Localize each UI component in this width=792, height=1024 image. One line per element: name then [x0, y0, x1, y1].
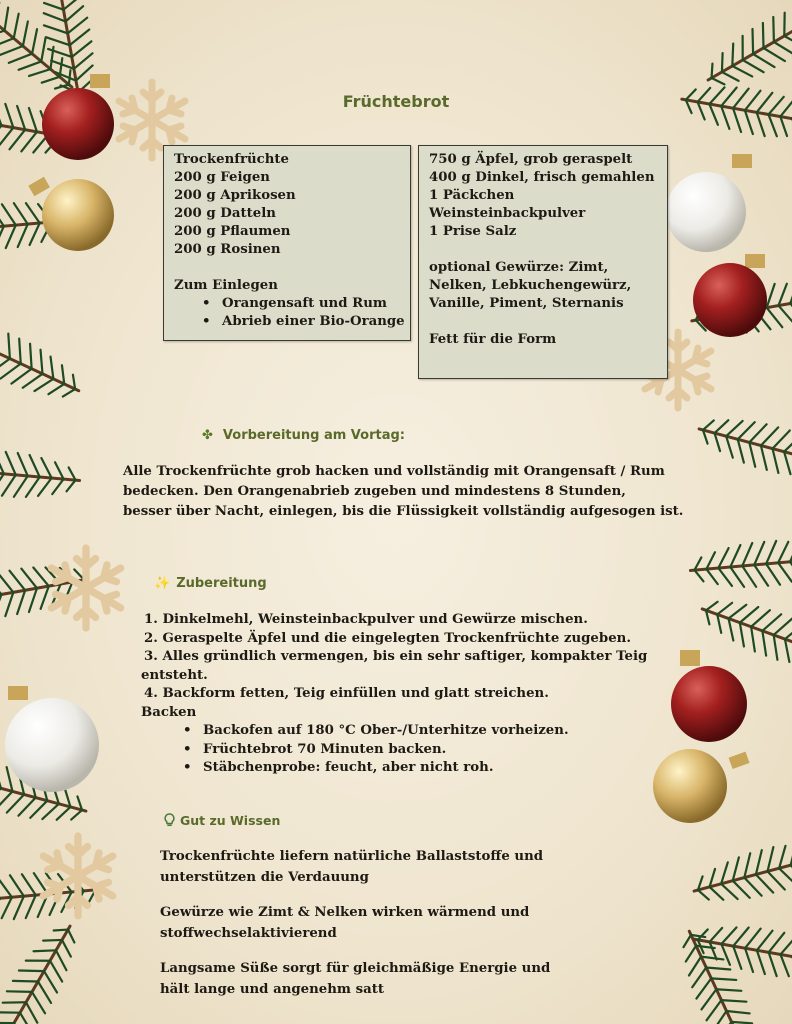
bauble-gold-icon: [653, 749, 750, 823]
tips-heading-text: Gut zu Wissen: [180, 813, 281, 828]
page-title: Früchtebrot: [342, 92, 450, 111]
sparkle-cross-icon: ✤: [202, 428, 213, 443]
ingredient-line: Trockenfrüchte: [174, 152, 289, 167]
method-heading-text: Zubereitung: [176, 576, 267, 591]
tip-item: [160, 846, 543, 888]
fat-line: Fett für die Form: [429, 332, 557, 347]
step-line: 3. Alles gründlich vermengen, bis ein sehr saftiger, kompakter Teig: [144, 649, 648, 664]
ingredients-box-base: [418, 145, 668, 379]
tip-line: Gewürze wie Zimt & Nelken wirken wärmend und: [160, 905, 530, 920]
bauble-red-icon: [671, 650, 747, 742]
list-item: • Orangensaft und Rum: [202, 296, 387, 311]
ingredient-line: 400 g Dinkel, frisch gemahlen: [429, 170, 655, 185]
ingredient-line: 200 g Feigen: [174, 170, 270, 185]
list-item: • Backofen auf 180 °C Ober-/Unterhitze vorheizen.: [183, 723, 569, 738]
list-item-text: Backofen auf 180 °C Ober-/Unterhitze vorheizen.: [203, 723, 569, 738]
list-item: • Stäbchenprobe: feucht, aber nicht roh.: [183, 760, 494, 775]
list-item: • Früchtebrot 70 Minuten backen.: [183, 741, 447, 757]
paragraph-line: Alle Trockenfrüchte grob hacken und vollständig mit Orangensaft / Rum: [123, 464, 665, 479]
ingredient-line: 1 Päckchen: [429, 188, 515, 203]
ingredient-line: 200 g Pflaumen: [174, 224, 291, 239]
preparation-heading: [202, 428, 405, 443]
bauble-white-icon: [5, 686, 99, 792]
bauble-white-icon: [666, 154, 752, 252]
step-line: 1. Dinkelmehl, Weinsteinbackpulver und Gewürze mischen.: [144, 612, 588, 627]
preparation-text: [123, 462, 683, 522]
paragraph-line: bedecken. Den Orangenabrieb zugeben und mindestens 8 Stunden,: [123, 484, 626, 499]
tip-line: Langsame Süße sorgt für gleichmäßige Energie und: [160, 961, 551, 976]
spice-line: Nelken, Lebkuchengewürz,: [429, 278, 632, 293]
ingredient-line: 750 g Äpfel, grob geraspelt: [429, 152, 633, 167]
step-line: entsteht.: [141, 667, 208, 683]
list-item-text: Abrieb einer Bio-Orange: [222, 314, 405, 329]
fir-branch-right: [669, 1, 792, 1024]
step-line: 4. Backform fetten, Teig einfüllen und glatt streichen.: [144, 686, 549, 701]
spice-line: Vanille, Piment, Sternanis: [429, 296, 624, 311]
bauble-red-icon: [693, 254, 767, 337]
ingredient-line: 200 g Rosinen: [174, 242, 281, 257]
paragraph-line: besser über Nacht, einlegen, bis die Flüssigkeit vollständig aufgesogen ist.: [123, 504, 684, 519]
snowflake-icon: [51, 548, 120, 628]
lightbulb-icon: [164, 813, 175, 827]
tip-item: [160, 902, 529, 944]
tips-heading: [164, 813, 280, 828]
tip-line: stoffwechselaktivierend: [160, 926, 337, 941]
bake-heading: Backen: [141, 704, 197, 720]
ingredient-line: 200 g Aprikosen: [174, 188, 296, 203]
ingredient-line: Weinsteinbackpulver: [429, 206, 586, 221]
tip-line: Trockenfrüchte liefern natürliche Ballaststoffe und: [160, 849, 544, 864]
preparation-heading-text: Vorbereitung am Vortag:: [222, 428, 405, 443]
step-line: 2. Geraspelte Äpfel und die eingelegten Trockenfrüchte zugeben.: [144, 630, 631, 646]
ingredients-box-fruits: [163, 145, 411, 341]
list-item-text: Stäbchenprobe: feucht, aber nicht roh.: [203, 760, 494, 775]
tip-line: hält lange und angenehm satt: [160, 982, 385, 997]
sparkles-icon: ✨: [154, 576, 171, 591]
method-heading: [154, 576, 267, 591]
tip-item: [160, 958, 550, 1000]
spice-line: optional Gewürze: Zimt,: [429, 260, 609, 275]
list-item-text: Orangensaft und Rum: [222, 296, 387, 311]
list-item-text: Früchtebrot 70 Minuten backen.: [203, 741, 447, 757]
soak-heading: Zum Einlegen: [174, 278, 278, 293]
tip-line: unterstützen die Verdauung: [160, 870, 369, 885]
list-item: • Abrieb einer Bio-Orange: [202, 314, 405, 329]
method-steps: [141, 611, 647, 778]
ingredient-line: 200 g Datteln: [174, 206, 276, 221]
ingredient-line: 1 Prise Salz: [429, 224, 517, 239]
